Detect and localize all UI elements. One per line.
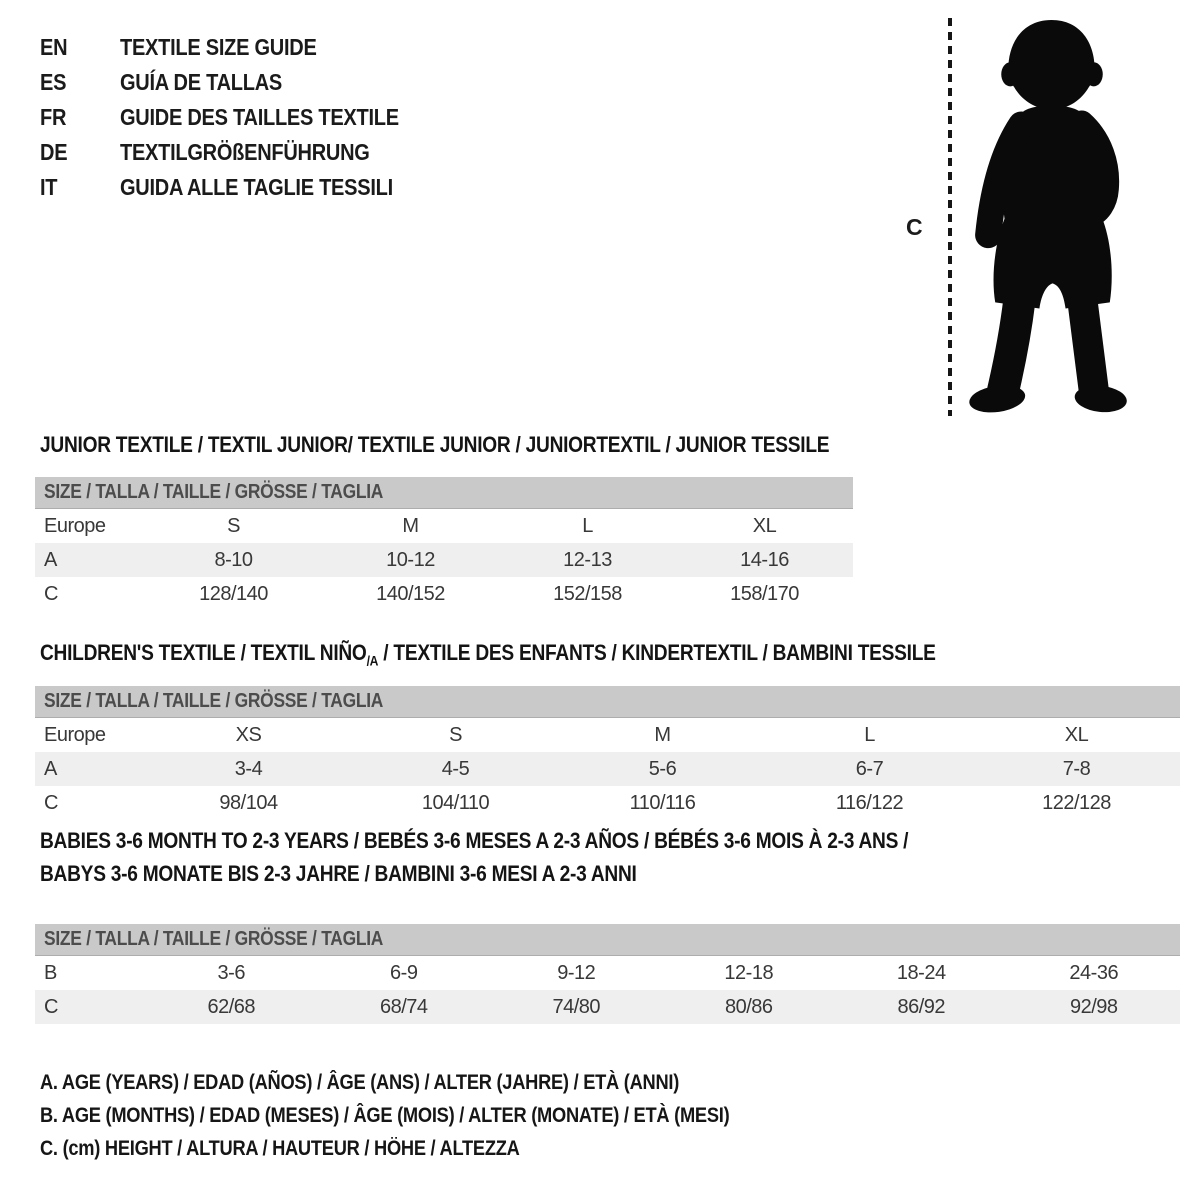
row-value: 122/128 xyxy=(1042,791,1111,814)
section-title-babies-line2: BABYS 3-6 MONATE BIS 2-3 JAHRE / BAMBINI 3-6 MESI A 2-3 ANNI xyxy=(40,861,637,886)
row-value: 110/116 xyxy=(629,791,696,814)
row-value: 12-18 xyxy=(724,961,774,984)
row-value: 9-12 xyxy=(557,961,596,984)
legend-line-c xyxy=(40,1132,832,1165)
junior-size-table xyxy=(35,477,853,611)
row-value: XS xyxy=(235,723,262,746)
row-label: Europe xyxy=(44,514,106,537)
table-row xyxy=(35,718,1180,752)
legend-line-a-text: A. AGE (YEARS) / EDAD (AÑOS) / ÂGE (ANS) / ALTER (JAHRE) / ETÀ (ANNI) xyxy=(40,1070,680,1094)
row-value: 10-12 xyxy=(386,548,435,571)
row-value: 12-13 xyxy=(563,548,612,571)
height-measure-label-c: C xyxy=(906,214,923,240)
row-value: 80/86 xyxy=(724,995,773,1018)
language-row xyxy=(40,30,441,65)
language-row xyxy=(40,100,441,135)
row-value: 140/152 xyxy=(376,582,445,605)
row-label: B xyxy=(44,961,57,984)
row-value: 3-6 xyxy=(217,961,245,984)
language-list xyxy=(40,30,441,205)
table-row xyxy=(35,956,1180,990)
size-table-header-text: SIZE / TALLA / TAILLE / GRÖSSE / TAGLIA xyxy=(44,690,384,712)
language-row xyxy=(40,170,441,205)
row-value: M xyxy=(654,723,671,746)
section-title-junior-text: JUNIOR TEXTILE / TEXTIL JUNIOR/ TEXTILE JUNIOR / JUNIORTEXTIL / JUNIOR TESSILE xyxy=(40,432,830,457)
language-code: EN xyxy=(40,34,68,60)
table-row xyxy=(35,786,1180,820)
row-value: 62/68 xyxy=(207,995,256,1018)
table-row xyxy=(35,752,1180,786)
legend-line-b-text: B. AGE (MONTHS) / EDAD (MESES) / ÂGE (MOIS) / ALTER (MONATE) / ETÀ (MESI) xyxy=(40,1103,730,1127)
size-table-header xyxy=(35,686,1180,718)
row-value: 7-8 xyxy=(1062,757,1091,780)
language-label: GUIDA ALLE TAGLIE TESSILI xyxy=(120,174,393,200)
row-value: 3-4 xyxy=(234,757,263,780)
row-value: S xyxy=(449,723,462,746)
height-measure-dashed-line xyxy=(948,18,952,416)
row-value: 74/80 xyxy=(552,995,601,1018)
legend-line-a xyxy=(40,1066,832,1099)
row-value: 128/140 xyxy=(199,582,268,605)
row-label: A xyxy=(44,757,57,780)
legend-line-b xyxy=(40,1099,832,1132)
row-value: 98/104 xyxy=(219,791,278,814)
section-title-children-text xyxy=(40,638,936,675)
legend xyxy=(40,1066,832,1165)
row-value: 152/158 xyxy=(553,582,622,605)
table-row xyxy=(35,509,853,543)
row-value: 92/98 xyxy=(1069,995,1118,1018)
language-row xyxy=(40,65,441,100)
row-value: 24-36 xyxy=(1069,961,1119,984)
size-table-header-text: SIZE / TALLA / TAILLE / GRÖSSE / TAGLIA xyxy=(44,928,384,950)
size-table-header-text: SIZE / TALLA / TAILLE / GRÖSSE / TAGLIA xyxy=(44,481,384,503)
language-label: GUÍA DE TALLAS xyxy=(120,69,282,95)
section-title-children-suffix: / TEXTILE DES ENFANTS / KINDERTEXTIL / BAMBINI TESSILE xyxy=(378,640,936,665)
size-table-rows xyxy=(35,718,1180,820)
language-row xyxy=(40,135,441,170)
row-value: 116/122 xyxy=(835,791,904,814)
size-table-header xyxy=(35,477,853,509)
row-value: 8-10 xyxy=(214,548,253,571)
row-value: L xyxy=(582,514,593,537)
row-value: 86/92 xyxy=(897,995,946,1018)
section-title-babies xyxy=(40,824,1038,890)
section-title-babies-line1: BABIES 3-6 MONTH TO 2-3 YEARS / BEBÉS 3-6 MESES A 2-3 AÑOS / BÉBÉS 3-6 MOIS À 2-3 ANS / xyxy=(40,828,909,853)
language-code: FR xyxy=(40,104,67,130)
size-table-rows xyxy=(35,956,1180,1024)
row-label: C xyxy=(44,791,58,814)
row-value: L xyxy=(864,723,875,746)
baby-silhouette-image xyxy=(962,16,1140,418)
row-value: S xyxy=(227,514,240,537)
row-label: C xyxy=(44,582,58,605)
row-value: 4-5 xyxy=(441,757,470,780)
language-label: GUIDE DES TAILLES TEXTILE xyxy=(120,104,399,130)
row-value: 104/110 xyxy=(421,791,490,814)
row-value: 14-16 xyxy=(740,548,789,571)
language-code: ES xyxy=(40,69,67,95)
babies-size-table xyxy=(35,924,1180,1024)
row-value: 158/170 xyxy=(730,582,799,605)
row-value: 68/74 xyxy=(379,995,428,1018)
language-label: TEXTILE SIZE GUIDE xyxy=(120,34,317,60)
section-title-children-prefix: CHILDREN'S TEXTILE / TEXTIL NIÑO xyxy=(40,640,367,665)
row-value: M xyxy=(402,514,419,537)
table-row xyxy=(35,577,853,611)
table-row xyxy=(35,990,1180,1024)
table-row xyxy=(35,543,853,577)
row-label: C xyxy=(44,995,58,1018)
row-label: A xyxy=(44,548,57,571)
row-value: 18-24 xyxy=(896,961,946,984)
children-size-table xyxy=(35,686,1180,820)
legend-line-c-text: C. (cm) HEIGHT / ALTURA / HAUTEUR / HÖHE / ALTEZZA xyxy=(40,1136,520,1160)
row-value: XL xyxy=(752,514,777,537)
row-value: 6-9 xyxy=(390,961,418,984)
section-title-junior xyxy=(40,430,947,460)
section-title-children xyxy=(40,638,1069,675)
row-value: XL xyxy=(1064,723,1089,746)
size-table-rows xyxy=(35,509,853,611)
language-code: IT xyxy=(40,174,58,200)
row-value: 6-7 xyxy=(855,757,884,780)
size-table-header xyxy=(35,924,1180,956)
language-code: DE xyxy=(40,139,68,165)
section-title-children-sub: /A xyxy=(366,652,379,669)
language-label: TEXTILGRÖßENFÜHRUNG xyxy=(120,139,370,165)
row-label: Europe xyxy=(44,723,106,746)
row-value: 5-6 xyxy=(648,757,677,780)
